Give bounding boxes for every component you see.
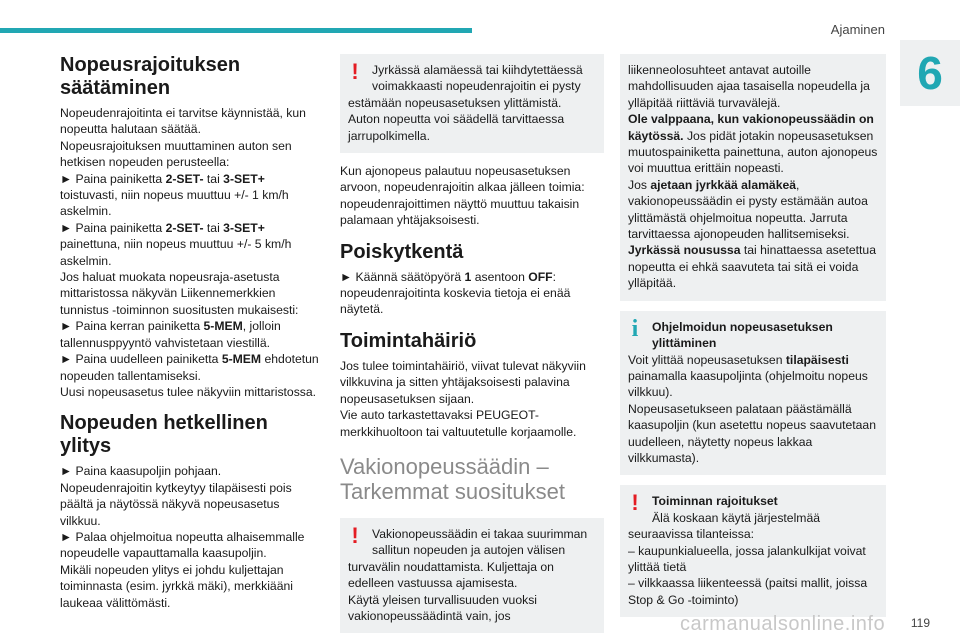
heading-speed-limit-setting: Nopeusrajoituksen säätäminen [60, 54, 241, 99]
paragraph: Mikäli nopeuden ylitys ei johdu kuljettajan toiminnasta (esim. jyrkkä mäki), merkkiääni laukeaa välittömästi. [60, 562, 293, 610]
warning-icon: ! [631, 490, 639, 516]
bullet-step: ► Paina painiketta 2-SET- tai 3-SET+ toistuvasti, niin nopeus muuttuu +/- 1 km/h askelmin. [60, 171, 289, 219]
paragraph: Vie auto tarkastettavaksi PEUGEOT-merkkihuoltoon tai valtuutetulle korjaamolle. [340, 408, 577, 439]
warning-box: ! Toiminnan rajoitukset Älä koskaan käytä järjestelmää seuraavissa tilanteissa: – kaupunkialueella, jossa jalankulkijat voivat ylittää tietä – vilkkaassa liikenteessä (paitsi mallit, joissa Stop & Go -toiminto) [620, 485, 886, 617]
info-box: i Ohjelmoidun nopeusasetuksen ylittäminen Voit ylittää nopeusasetuksen tilapäisesti painamalla kaasupoljinta (ohjelmoitu nopeus vilkkuu). Nopeusasetukseen palataan päästämällä kaasupoljin (kun asetettu nopeus saavutetaan uudelleen, näytetty nopeus lakkaa vilkkumasta). [620, 311, 886, 476]
paragraph: Uusi nopeusasetus tulee näkyviin mittaristossa. [60, 384, 317, 399]
chapter-subheading: Vakionopeussäädin – Tarkemmat suositukset [340, 453, 565, 504]
paragraph: Nopeudenrajoitinta ei tarvitse käynnistää, kun nopeutta halutaan säätää. [60, 106, 306, 137]
watermark: carmanualsonline.info [680, 613, 886, 635]
header-accent-bar [0, 28, 472, 33]
column-1 [60, 54, 322, 611]
bullet-step: ► Käännä säätöpyörä 1 asentoon OFF: nopeudenrajoitinta koskevia tietoja ei enää näytetä. [340, 269, 571, 317]
warning-icon: ! [351, 59, 359, 84]
paragraph: Kun ajonopeus palautuu nopeusasetuksen arvoon, nopeudenrajoitin alkaa jälleen toimia: nopeudenrajoittimen näyttö muuttuu takaisin palamaan yhtäjaksoisesti. [340, 164, 585, 228]
bullet-step: ► Paina uudelleen painiketta 5-MEM ehdotetun nopeuden tallentamiseksi. [60, 352, 319, 383]
bullet-step: ► Palaa ohjelmoitua nopeutta alhaisemmalle nopeudelle vapauttamalla kaasupoljin. [60, 529, 305, 561]
bullet-step: ► Paina kerran painiketta 5-MEM, jolloin tallennusppyyntö vahvistetaan viestillä. [60, 319, 281, 350]
heading-malfunction: Toimintahäiriö [340, 329, 477, 352]
info-icon: i [631, 315, 639, 342]
chapter-number: 6 [917, 47, 943, 99]
heading-temporary-overspeed: Nopeuden hetkellinen ylitys [60, 412, 268, 458]
column-3 [620, 54, 886, 617]
warning-box: ! Vakionopeussäädin ei takaa suurimman sallitun nopeuden ja autojen välisen turvavälin noudattamista. Kuljettaja on edelleen vastuussa ajamisesta. Käytä yleisen turvallisuuden vuoksi vakionopeussäädintä vain, jos [340, 518, 604, 633]
warning-box-continued: liikenneolosuhteet antavat autoille mahdollisuuden ajaa tasaisella nopeudella ja ylläpitää riittäviä turvavälejä. Ole valppaana, kun vakionopeussäädin on käytössä. Jos pidät jotakin nopeusasetuksen muutospainiketta painettuna, auton ajonopeus voi muuttua erittäin nopeasti. Jos ajetaan jyrkkää alamäkeä, vakionopeussäädin ei pysty estämään autoa ylittämästä ohjelmoitua nopeutta. Jarruta tarvittaessa ajonopeuden hallitsemiseksi. Jyrkässä nousussa tai hinattaessa asetettua nopeutta ei ehkä saavuteta tai sitä ei voida ylläpitää. [620, 54, 886, 301]
bullet-step: ► Paina painiketta 2-SET- tai 3-SET+ painettuna, niin nopeus muuttuu +/- 5 km/h askelmin. [60, 220, 292, 268]
section-title: Ajaminen [830, 22, 885, 37]
bullet-step: ► Paina kaasupoljin pohjaan. [60, 464, 222, 479]
page-number: 119 [910, 616, 930, 630]
column-2 [340, 54, 604, 633]
heading-switch-off: Poiskytkentä [340, 240, 464, 263]
paragraph: Jos haluat muokata nopeusraja-asetusta mittaristossa näkyvän Liikennemerkkien tunnistus -toiminnon suositusten mukaisesti: [60, 270, 299, 317]
chapter-tab [900, 40, 960, 106]
warning-icon: ! [351, 522, 359, 548]
paragraph: Nopeusrajoituksen muuttaminen auton sen hetkisen nopeuden perusteella: [60, 138, 292, 170]
paragraph: Nopeudenrajoitin kytkeytyy tilapäisesti pois päältä ja näytössä näkyvä nopeusasetus vilkkuu. [60, 480, 292, 528]
paragraph: Jos tulee toimintahäiriö, viivat tulevat näkyviin vilkkuvina ja sitten yhtäjaksoisesti palavina nopeusasetuksen sijaan. [340, 358, 586, 406]
warning-box: ! Jyrkässä alamäessä tai kiihdytettäessä voimakkaasti nopeudenrajoitin ei pysty estämään nopeusasetuksen ylittämistä. Auton nopeutta voi säädellä tarvittaessa jarrupolkimella. [340, 54, 604, 153]
